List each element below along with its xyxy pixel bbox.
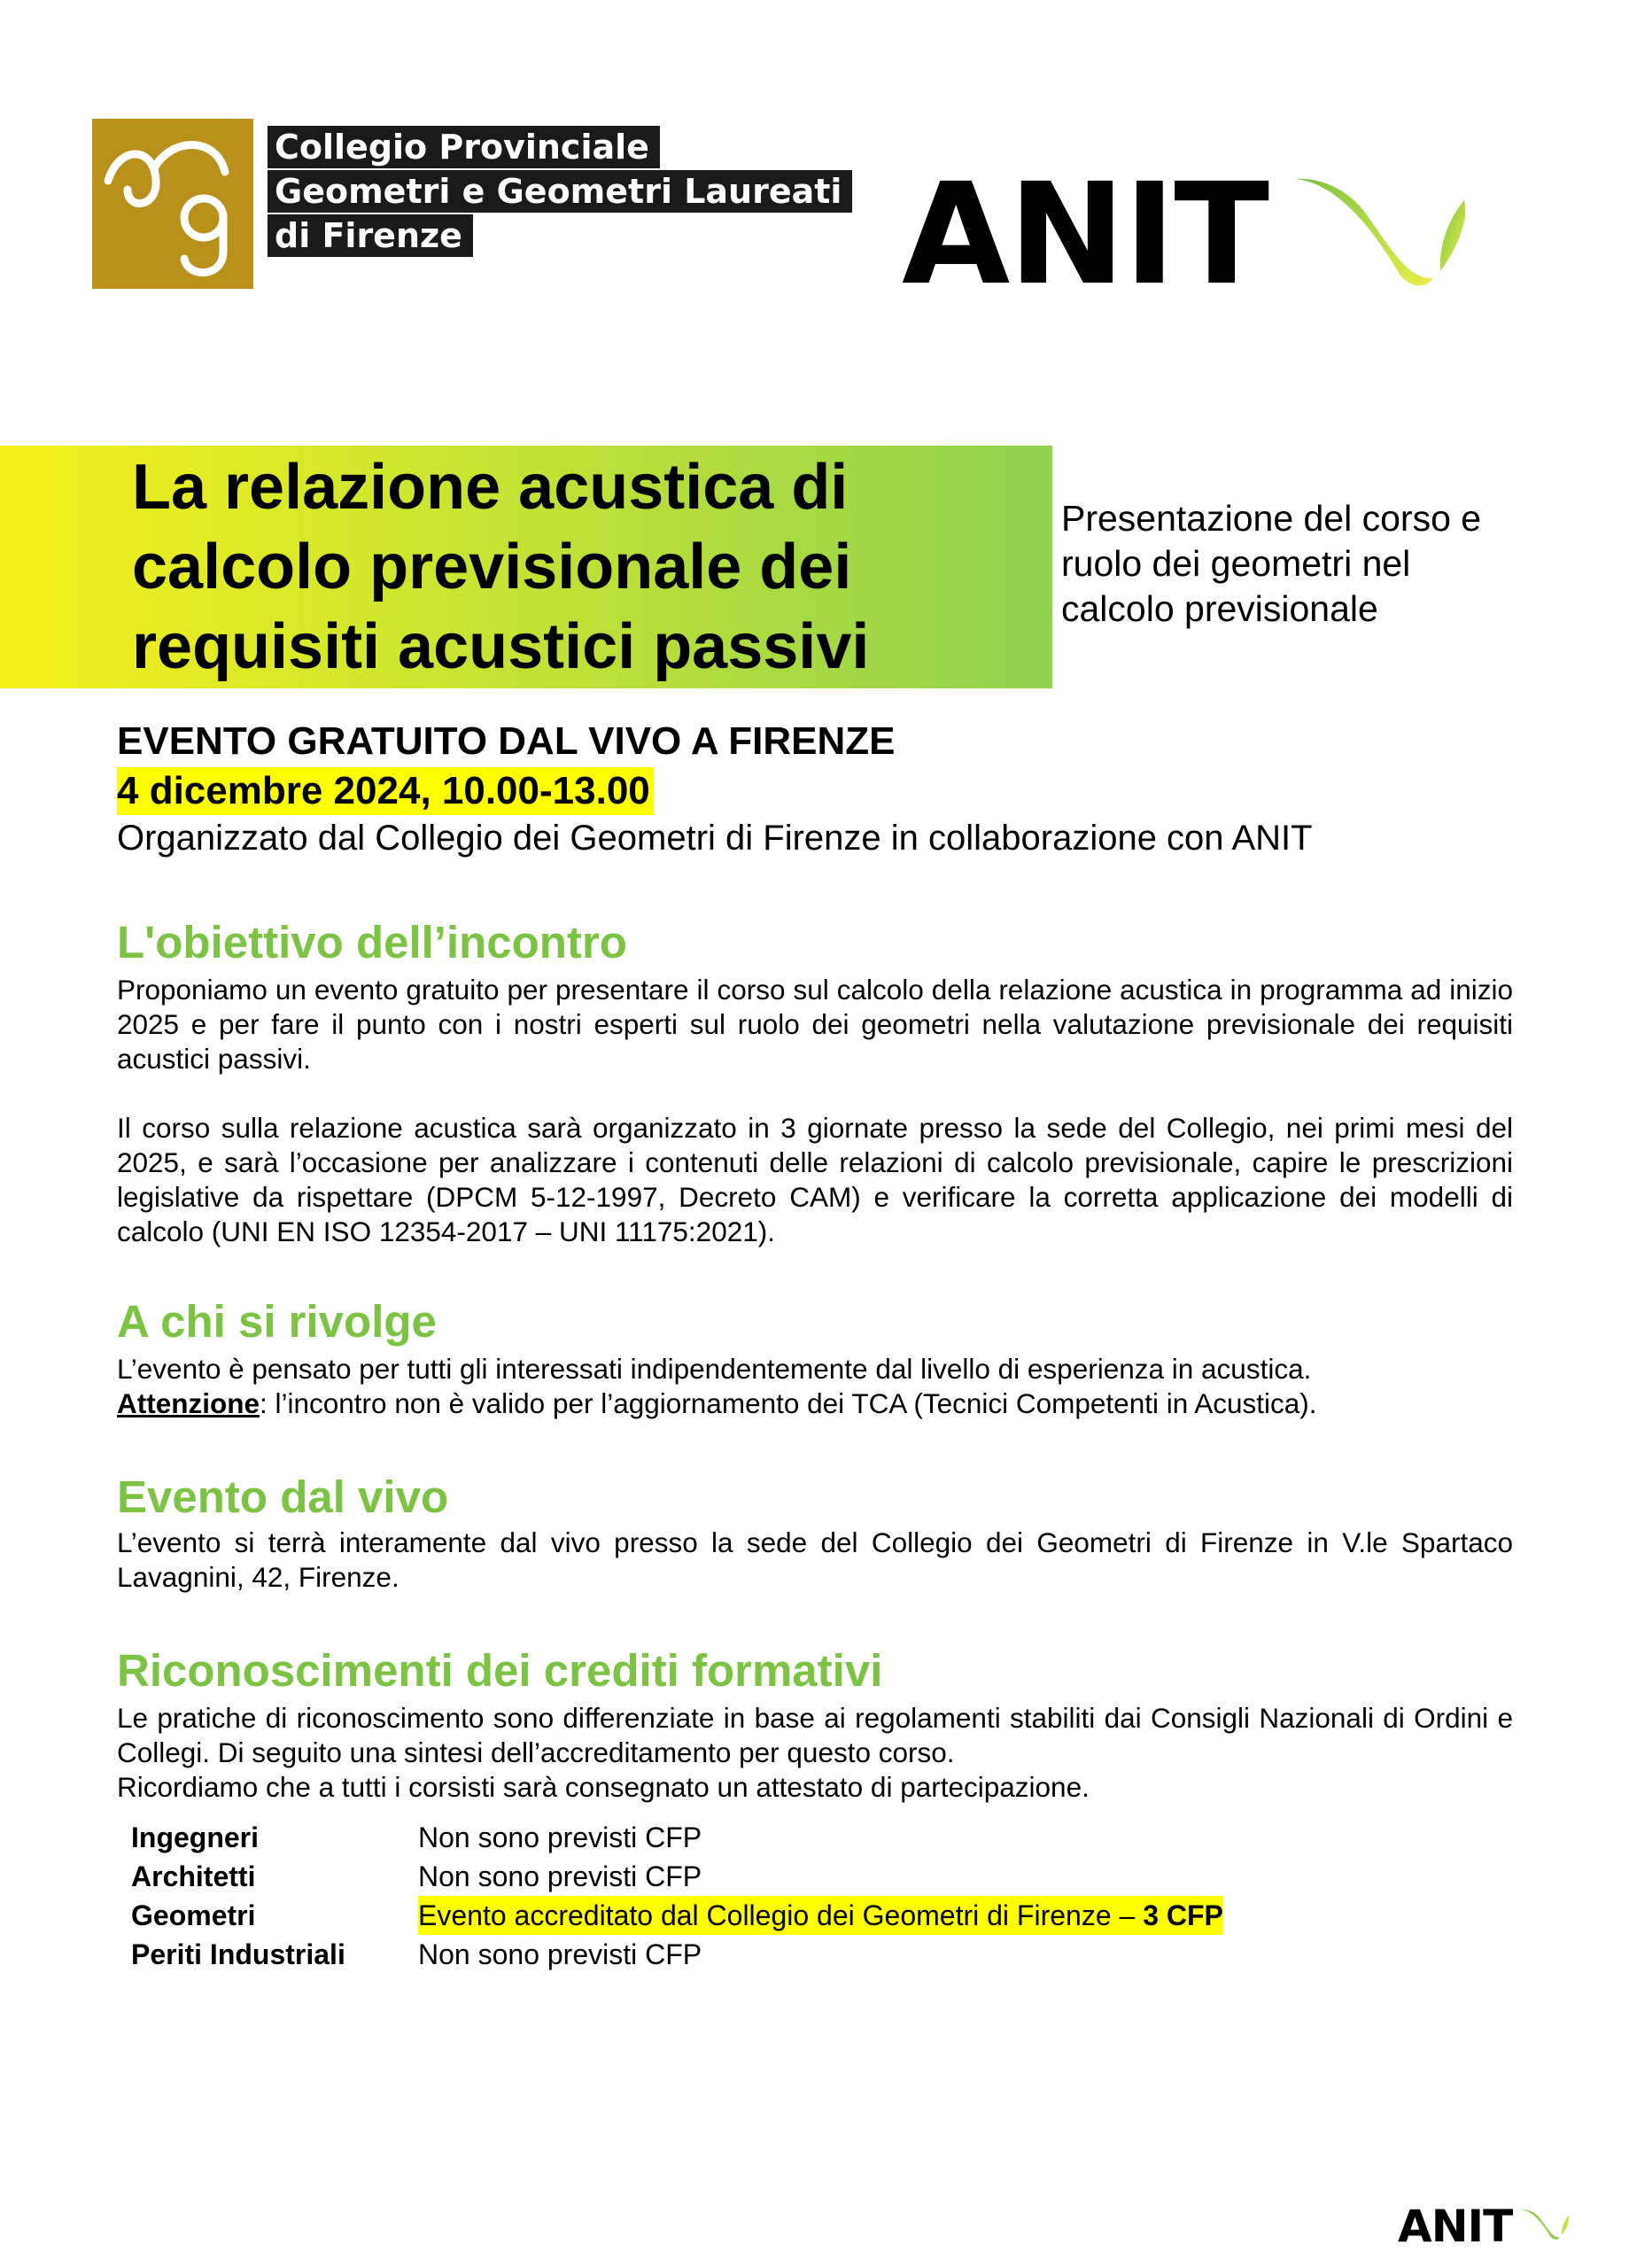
credits-category: Ingegneri xyxy=(131,1821,260,1853)
credits-value: Non sono previsti CFP xyxy=(418,1821,702,1853)
event-heading: EVENTO GRATUITO DAL VIVO A FIRENZE xyxy=(117,719,896,763)
crediti-paragraph: Le pratiche di riconoscimento sono differenziate in base ai regolamenti stabiliti dai Consigli Nazionali di Ordini e Collegi. Di seguito una sintesi dell’accreditamento per questo corso. xyxy=(117,1702,1513,1768)
event-date: 4 dicembre 2024, 10.00-13.00 xyxy=(117,767,654,815)
credits-value-highlighted xyxy=(418,1896,1223,1935)
footer-anit-logo xyxy=(1398,2201,1575,2252)
credits-value-text: Evento accreditato dal Collegio dei Geometri di Firenze – xyxy=(418,1899,1144,1931)
obiettivo-paragraph-2: Il corso sulla relazione acustica sarà organizzato in 3 giornate presso la sede del Collegio, nei primi mesi del 2025, e sarà l’occasione per analizzare i contenuti delle relazioni di calcolo previsionale, capire le prescrizioni legislative da rispettare (DPCM 5-12-1997, Decreto CAM) e verificare la corretta applicazione dei modelli di calcolo (UNI EN ISO 12354-2017 – UNI 11175:2021). xyxy=(117,1112,1513,1247)
collegio-name-line-3: di Firenze xyxy=(268,214,473,257)
subtitle xyxy=(1061,496,1557,632)
anit-logo xyxy=(902,153,1469,316)
crediti-note: Ricordiamo che a tutti i corsisti sarà consegnato un attestato di partecipazione. xyxy=(117,1771,1090,1803)
title-line-2: calcolo previsionale dei xyxy=(132,532,852,602)
rivolge-paragraph xyxy=(117,1352,1513,1421)
event-organizer: Organizzato dal Collegio dei Geometri di Firenze in collaborazione con ANIT xyxy=(117,819,1313,858)
credits-value: Non sono previsti CFP xyxy=(418,1860,702,1892)
anit-leaf-icon xyxy=(1292,174,1469,298)
section-heading-dal-vivo: Evento dal vivo xyxy=(117,1472,449,1522)
rivolge-attention-line xyxy=(117,1386,1513,1421)
attention-text: : l’incontro non è valido per l’aggiornamento dei TCA (Tecnici Competenti in Acustica). xyxy=(260,1387,1317,1419)
credits-row xyxy=(131,1896,1223,1935)
collegio-name-line-1: Collegio Provinciale xyxy=(268,126,660,168)
section-heading-crediti: Riconoscimenti dei crediti formativi xyxy=(117,1645,883,1696)
section-heading-rivolge: A chi si rivolge xyxy=(117,1296,437,1347)
footer-anit-leaf-icon xyxy=(1520,2208,1570,2243)
credits-category: Architetti xyxy=(131,1860,256,1892)
footer-anit-wordmark: ANIT xyxy=(1398,2201,1513,2252)
credits-row xyxy=(131,1935,1223,1974)
subtitle-line-3: calcolo previsionale xyxy=(1061,588,1378,629)
collegio-logo xyxy=(92,119,852,289)
title-line-1: La relazione acustica di xyxy=(132,452,849,523)
credits-category: Periti Industriali xyxy=(131,1938,345,1970)
credits-value-cfp: 3 CFP xyxy=(1143,1899,1223,1931)
credits-row xyxy=(131,1857,1223,1896)
section-heading-obiettivo: L'obiettivo dell’incontro xyxy=(117,917,627,967)
obiettivo-paragraph-1: Proponiamo un evento gratuito per presentare il corso sul calcolo della relazione acustica in programma ad inizio 2025 e per fare il punto con i nostri esperti sul ruolo dei geometri nella valutazione previsionale dei requisiti acustici passivi. xyxy=(117,974,1513,1075)
dal-vivo-paragraph: L’evento si terrà interamente dal vivo presso la sede del Collegio dei Geometri di Firenze in V.le Spartaco Lavagnini, 42, Firenze. xyxy=(117,1526,1513,1593)
collegio-cg-mark-icon xyxy=(92,119,253,289)
credits-row xyxy=(131,1818,1223,1857)
subtitle-line-2: ruolo dei geometri nel xyxy=(1061,543,1411,584)
credits-value: Non sono previsti CFP xyxy=(418,1938,702,1970)
title-banner xyxy=(0,446,1052,688)
subtitle-line-1: Presentazione del corso e xyxy=(1061,498,1482,539)
rivolge-line-1: L’evento è pensato per tutti gli interessati indipendentemente dal livello di esperienza in acustica. xyxy=(117,1353,1312,1385)
title-line-3: requisiti acustici passivi xyxy=(132,611,870,682)
anit-wordmark: ANIT xyxy=(902,153,1268,316)
credits-category: Geometri xyxy=(131,1899,256,1931)
collegio-name-line-2: Geometri e Geometri Laureati xyxy=(268,170,852,213)
attention-label: Attenzione xyxy=(117,1387,260,1419)
credits-table xyxy=(131,1818,1223,1974)
